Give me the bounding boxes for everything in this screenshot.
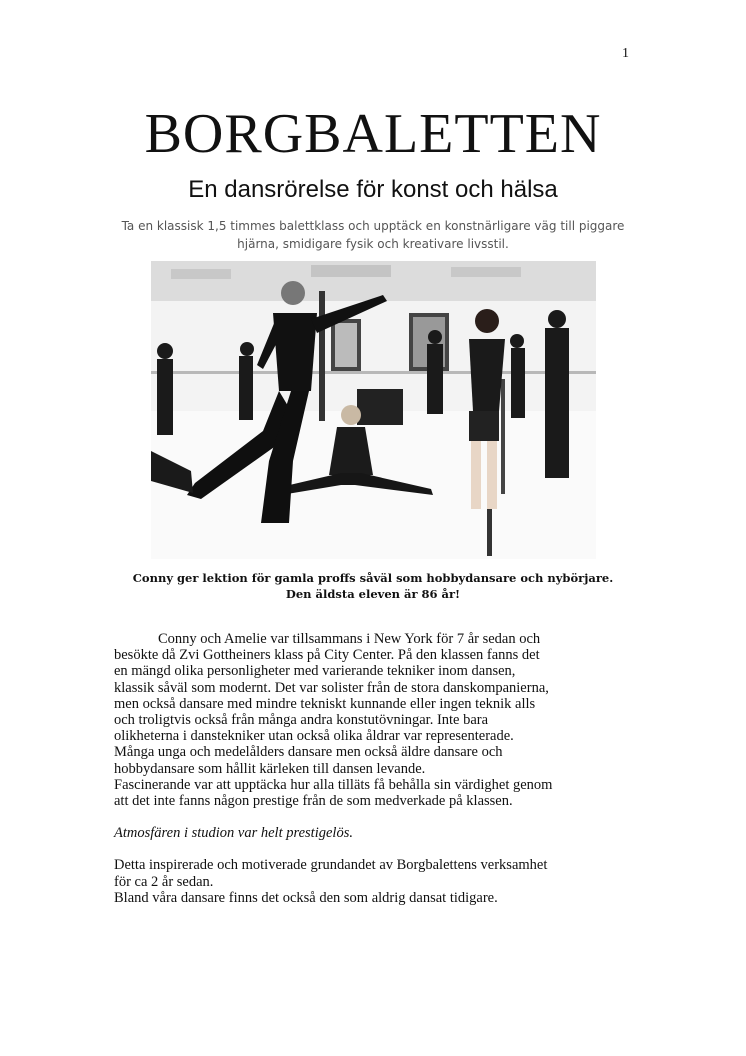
ballet-class-photo [151, 261, 596, 559]
body-line: Fascinerande var att upptäcka hur alla tilläts få behålla sin värdighet genom [114, 776, 553, 793]
body-line: för ca 2 år sedan. [114, 873, 214, 890]
body-line: hobbydansare som hållit kärleken till dansen levande. [114, 760, 426, 777]
body-line: klassik såväl som modernt. Det var solister från de stora danskompanierna, [114, 679, 549, 696]
body-line: att det inte fanns någon prestige från de som medverkade på klassen. [114, 793, 513, 810]
quote-line [114, 825, 654, 841]
photo-caption [100, 570, 646, 602]
body-line: besökte då Zvi Gottheiners klass på City Center. På den klassen fanns det [114, 647, 540, 664]
article-body [114, 631, 654, 906]
page-number: 1 [622, 46, 629, 61]
page-title: BORGBALETTEN [144, 103, 602, 165]
quote-text: Atmosfären i studion var helt prestigelös. [114, 825, 353, 842]
body-line: Conny och Amelie var tillsammans i New York för 7 år sedan och [158, 631, 541, 647]
body-line: och troligtvis också från många andra konstutövningar. Inte bara [114, 712, 489, 729]
body-line: men också dansare med mindre tekniskt kunnande eller ingen teknik alls [114, 695, 536, 712]
page-subtitle: En dansrörelse för konst och hälsa [188, 176, 558, 203]
caption-line: Den äldsta eleven är 86 år! [285, 587, 461, 601]
body-line: Detta inspirerade och motiverade grundandet av Borgbalettens verksamhet [114, 857, 548, 874]
lede-text: Ta en klassisk 1,5 timmes balettklass och upptäck en konstnärligare väg till piggare hjärna, smidigare fysik och kreativare livsstil. [121, 219, 625, 251]
body-line: olikheterna i danstekniker utan också olika åldrar var representerade. [114, 728, 514, 745]
body-line: Många unga och medelålders dansare men också äldre dansare och [114, 744, 503, 761]
body-line: en mängd olika personligheter med varierande tekniker inom dansen, [114, 663, 516, 680]
body-line: Bland våra dansare finns det också den som aldrig dansat tidigare. [114, 889, 498, 906]
caption-line: Conny ger lektion för gamla proffs såväl som hobbydansare och nybörjare. [132, 571, 614, 585]
